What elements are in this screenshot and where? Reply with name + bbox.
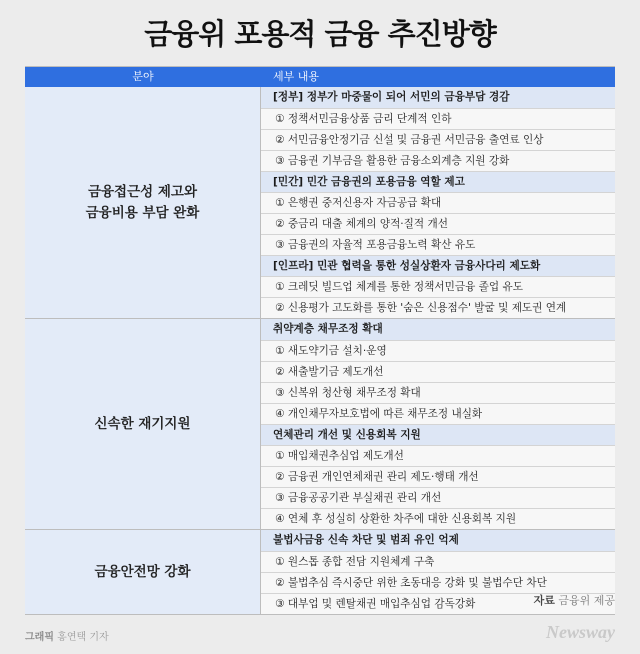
- header-detail: 세부 내용: [273, 70, 320, 83]
- table-section: [25, 318, 615, 529]
- subsection-heading: 불법사금융 신속 차단 및 범죄 유인 억제: [261, 530, 615, 551]
- subsection-heading: [인프라] 민관 협력을 통한 성실상환자 금융사다리 제도화: [261, 255, 615, 276]
- section-category: 금융접근성 제고와 금융비용 부담 완화: [25, 87, 261, 318]
- table-row: ③ 신복위 청산형 채무조정 확대: [261, 382, 615, 403]
- table-header: [25, 67, 615, 87]
- source-value: 금융위 제공: [558, 594, 615, 607]
- subsection-heading: [민간] 민간 금융권의 포용금융 역할 제고: [261, 171, 615, 192]
- table-row: ② 금융권 개인연체채권 관리 제도·행태 개선: [261, 466, 615, 487]
- table-row: ② 중금리 대출 체계의 양적·질적 개선: [261, 213, 615, 234]
- table-row: ① 은행권 중저신용자 자금공급 확대: [261, 192, 615, 213]
- brand-logo: Newsway: [546, 622, 615, 642]
- source-note: [534, 592, 615, 608]
- subsection-heading: 취약계층 채무조정 확대: [261, 319, 615, 340]
- table-row: ① 원스톱 종합 전담 지원체계 구축: [261, 551, 615, 572]
- source-label: 자료: [533, 594, 555, 607]
- subsection-heading: 연체관리 개선 및 신용회복 지원: [261, 424, 615, 445]
- table-row: ④ 개인채무자보호법에 따른 채무조정 내실화: [261, 403, 615, 424]
- table-row: ③ 금융공공기관 부실채권 관리 개선: [261, 487, 615, 508]
- table-row: ② 불법추심 즉시중단 위한 초동대응 강화 및 불법수단 차단: [261, 572, 615, 593]
- subsection-heading: [정부] 정부가 마중물이 되어 서민의 금융부담 경감: [261, 87, 615, 108]
- table-row: ② 새출발기금 제도개선: [261, 361, 615, 382]
- table-row: ② 신용평가 고도화를 통한 '숨은 신용점수' 발굴 및 제도권 연계: [261, 297, 615, 318]
- table-body: [25, 87, 615, 614]
- section-category: 신속한 재기지원: [25, 319, 261, 529]
- section-rows: [261, 87, 615, 318]
- table-row: ③ 대부업 및 렌탈채권 매입추심업 감독강화: [261, 593, 615, 614]
- table-row: ① 새도약기금 설치·운영: [261, 340, 615, 361]
- table-row: ① 크레딧 빌드업 체계를 통한 정책서민금융 졸업 유도: [261, 276, 615, 297]
- section-category: 금융안전망 강화: [25, 530, 261, 614]
- table-row: ① 매입채권추심업 제도개선: [261, 445, 615, 466]
- table-row: ④ 연체 후 성실히 상환한 차주에 대한 신용회복 지원: [261, 508, 615, 529]
- page-title: 금융위 포용적 금융 추진방향: [144, 17, 496, 51]
- section-rows: [261, 319, 615, 529]
- policy-table: [25, 66, 615, 615]
- table-row: ② 서민금융안정기금 신설 및 금융권 서민금융 출연료 인상: [261, 129, 615, 150]
- table-section: [25, 87, 615, 318]
- table-row: ① 정책서민금융상품 금리 단계적 인하: [261, 108, 615, 129]
- header-category: 분야: [132, 70, 154, 83]
- credit-label: 그래픽: [25, 632, 54, 643]
- table-row: ③ 금융권 기부금을 활용한 금융소외계층 지원 강화: [261, 150, 615, 171]
- table-row: ③ 금융권의 자율적 포용금융노력 확산 유도: [261, 234, 615, 255]
- graphic-credit: [25, 628, 109, 643]
- credit-value: 홍연택 기자: [57, 632, 109, 643]
- table-section: [25, 529, 615, 614]
